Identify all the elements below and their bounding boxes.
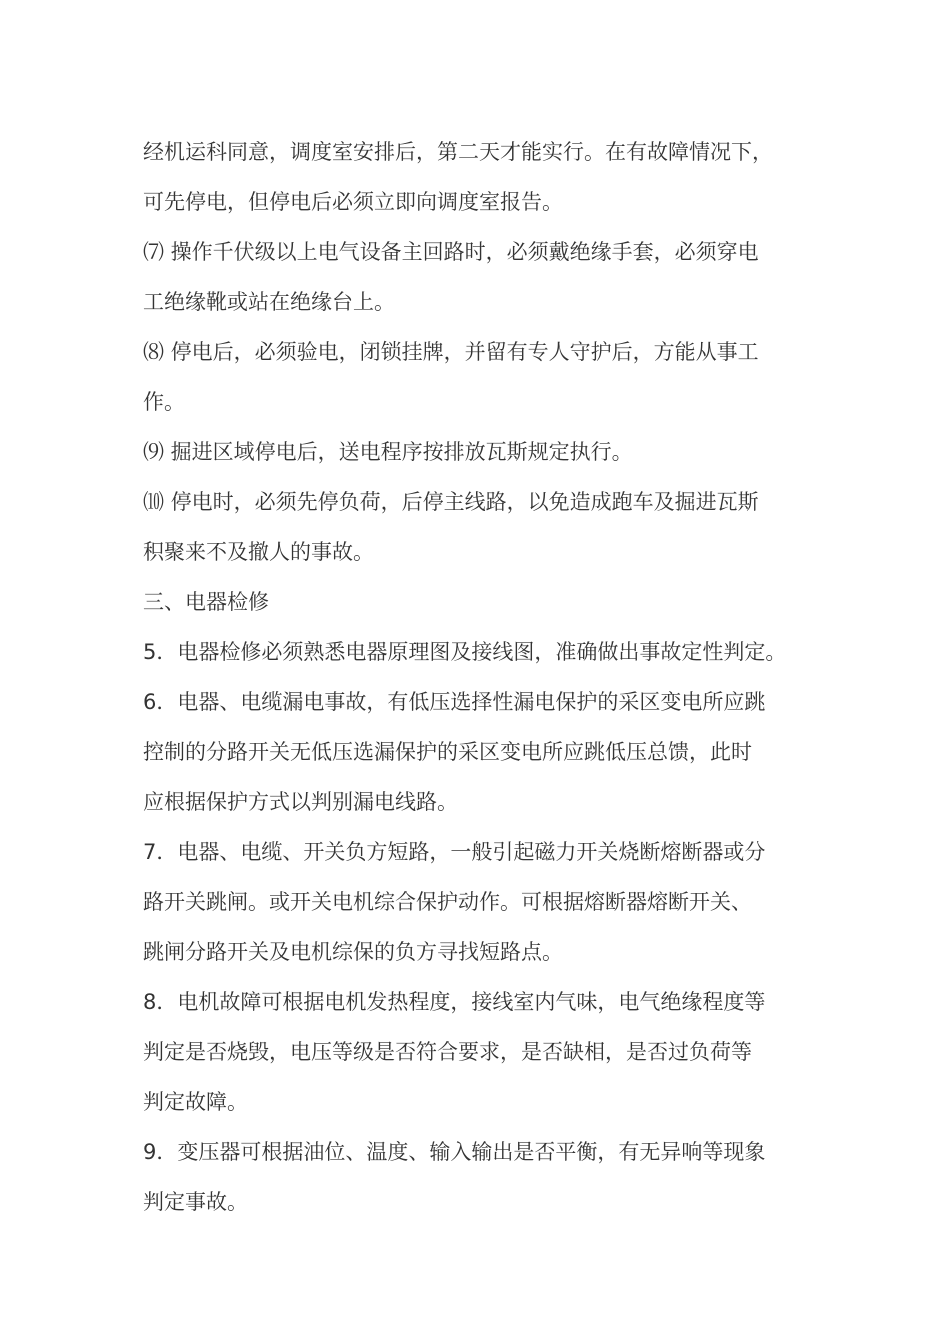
paragraph-point-8 — [143, 977, 823, 1127]
paragraph-point-7 — [143, 827, 823, 977]
text-line: ⑻ 停电后，必须验电，闭锁挂牌，并留有专人守护后，方能从事工 — [143, 340, 759, 364]
text-line: 可先停电，但停电后必须立即向调度室报告。 — [143, 190, 563, 214]
paragraph-point-6 — [143, 677, 823, 827]
paragraph-item-7 — [143, 227, 823, 327]
text-line: ⑽ 停电时，必须先停负荷，后停主线路，以免造成跑车及掘进瓦斯 — [143, 490, 759, 514]
text-line: 工绝缘靴或站在绝缘台上。 — [143, 290, 395, 314]
text-line: ⑺ 操作千伏级以上电气设备主回路时，必须戴绝缘手套，必须穿电 — [143, 240, 759, 264]
text-line: 6．电器、电缆漏电事故，有低压选择性漏电保护的采区变电所应跳 — [143, 690, 766, 714]
text-line: 积聚来不及撤人的事故。 — [143, 540, 374, 564]
paragraph-item-8 — [143, 327, 823, 427]
text-line: 5．电器检修必须熟悉电器原理图及接线图，准确做出事故定性判定。 — [143, 640, 787, 664]
text-line: ⑼ 掘进区域停电后，送电程序按排放瓦斯规定执行。 — [143, 440, 633, 464]
paragraph-continuation — [143, 127, 823, 227]
paragraph-item-10 — [143, 477, 823, 577]
text-line: 路开关跳闸。或开关电机综合保护动作。可根据熔断器熔断开关、 — [143, 890, 752, 914]
text-line: 判定是否烧毁，电压等级是否符合要求，是否缺相，是否过负荷等 — [143, 1040, 752, 1064]
text-line: 判定故障。 — [143, 1090, 248, 1114]
paragraph-item-9 — [143, 427, 823, 477]
section-title: 三、电器检修 — [143, 590, 269, 614]
document-body — [143, 127, 823, 1227]
text-line: 经机运科同意，调度室安排后，第二天才能实行。在有故障情况下， — [143, 140, 773, 164]
text-line: 控制的分路开关无低压选漏保护的采区变电所应跳低压总馈，此时 — [143, 740, 752, 764]
paragraph-point-9 — [143, 1127, 823, 1227]
text-line: 9．变压器可根据油位、温度、输入输出是否平衡，有无异响等现象 — [143, 1140, 766, 1164]
text-line: 作。 — [143, 390, 185, 414]
section-heading — [143, 577, 823, 627]
paragraph-point-5 — [143, 627, 823, 677]
text-line: 跳闸分路开关及电机综保的负方寻找短路点。 — [143, 940, 563, 964]
text-line: 8．电机故障可根据电机发热程度，接线室内气味，电气绝缘程度等 — [143, 990, 766, 1014]
text-line: 应根据保护方式以判别漏电线路。 — [143, 790, 458, 814]
text-line: 判定事故。 — [143, 1190, 248, 1214]
text-line: 7．电器、电缆、开关负方短路，一般引起磁力开关烧断熔断器或分 — [143, 840, 766, 864]
